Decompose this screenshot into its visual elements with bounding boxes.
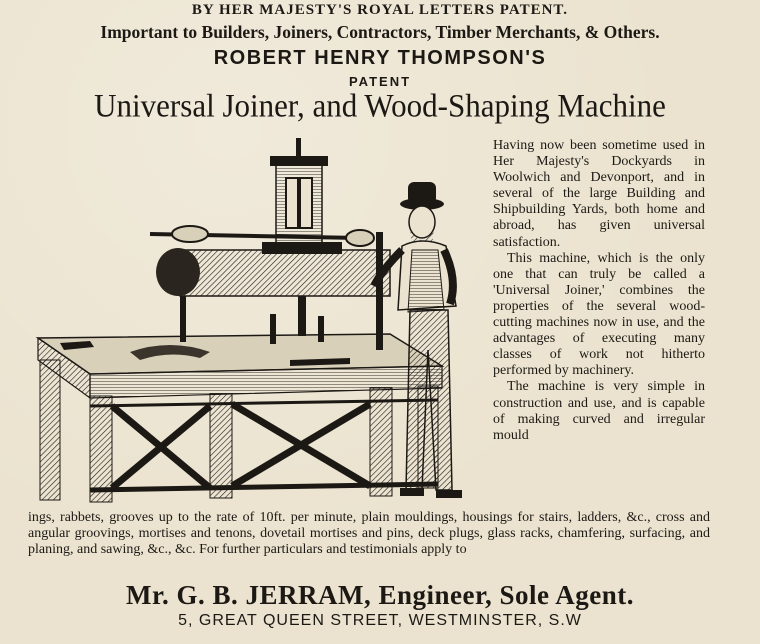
machine-title: Universal Joiner, and Wood-Shaping Machine [94, 87, 666, 124]
capabilities-text [28, 510, 710, 559]
patent-line: BY HER MAJESTY'S ROYAL LETTERS PATENT. [191, 2, 569, 18]
paragraph-construction: The machine is very simple in construction and use, and is capable of making curved and irregular mould [493, 379, 705, 443]
inventor-name: ROBERT HENRY THOMPSON'S [213, 47, 547, 69]
paragraph-usage: Having now been sometime used in Her Majesty's Dockyards in Woolwich and Devonport, and in several of the large Building and Shipbuilding Yards, both home and abroad, has given universal satisfaction. [493, 138, 705, 250]
machine-head [150, 138, 390, 350]
agent-address: 5, GREAT QUEEN STREET, WESTMINSTER, S.W [178, 612, 582, 629]
audience-line: Important to Builders, Joiners, Contractors, Timber Merchants, & Others. [100, 22, 660, 42]
capabilities-continuation: ings, rabbets, grooves up to the rate of 10ft. per minute, plain mouldings, housings for stairs, ladders, &c., cross and angular groovings, mortises and tenons, dovetail mortises and pins, deck plugs, glass racks, chamfering, surfacing, and planing, and sawing, &c., &c. [28, 510, 710, 558]
workbench [38, 334, 442, 502]
paragraph-universal-joiner: This machine, which is the only one that can truly be called a 'Universal Joiner,' combines the properties of the several wood-cutting machines now in use, and the advantages of executing many classes of work not hitherto performed by machinery. [493, 250, 705, 379]
description-column [493, 138, 705, 444]
patent-word: PATENT [348, 74, 412, 89]
further-particulars: For further particulars and testimonials apply to [199, 542, 467, 558]
sole-agent: Mr. G. B. JERRAM, Engineer, Sole Agent. [125, 580, 634, 610]
machine-engraving [30, 138, 488, 508]
